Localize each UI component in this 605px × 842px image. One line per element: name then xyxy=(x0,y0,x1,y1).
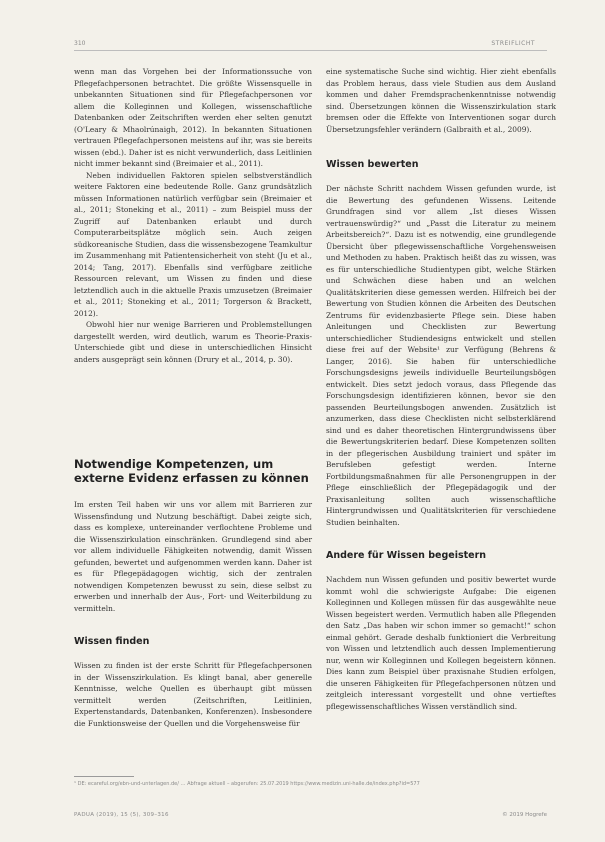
subsection-heading: Wissen bewerten xyxy=(326,159,419,170)
paragraph: Neben individuellen Faktoren spielen selbstverständlich weitere Faktoren eine bedeutende Rolle. Ganz grundsätzlich müssen Informationen natürlich verfügbar sein (Breimaier et al., 2011; Stoneking et al., 2011) – zum Beispiel muss der Zugriff auf Datenbanken erlaubt und durch Computerarbeitsplätze möglich sein. Auch zeigen südkoreanische Studien, dass die wissensbezogene Teamkultur im Zusammenhang mit Patientensicherheit von steht (Ju et al., 2014; Tang, 2017). Ebenfalls sind verfügbare zeitliche Ressourcen relevant, um Wissen zu finden und diese letztendlich auch in die aktuelle Praxis umzusetzen (Breimaier et al., 2011; Stoneking et al., 2011; Torgerson & Brackett, 2012). xyxy=(74,170,312,318)
paragraph: Wissen zu finden ist der erste Schritt für Pflegefachpersonen in der Wissenszirkulation. Es klingt banal, aber generelle Kenntnisse, welche Quellen es überhaupt gibt müssen vermittelt werden (Zeitschriften, Leitlinien, Expertenstandards, Datenbanken, Konferenzen). Insbesondere die Funktionsweise der Quellen und die Vorgehensweise für xyxy=(74,661,312,728)
paragraph: wenn man das Vorgehen bei der Informationssuche von Pflegefachpersonen betrachtet. Die größte Wissensquelle in unbekannten Situationen sind für Pflegefachpersonen vor allem die Kolleginnen und Kollegen, wissenschaftliche Datenbanken oder Zeitschriften werden eher selten genutzt (O'Leary & Mhaolrúnaigh, 2012). In bekannten Situationen vertrauen Pflegefachpersonen meistens auf ihr, was sie bereits wissen (ebd.). Daher ist es nicht verwunderlich, dass Leitlinien nicht immer bekannt sind (Breimaier et al., 2011). xyxy=(74,67,312,168)
page-number: 310 xyxy=(74,40,86,47)
publisher-copyright: © 2019 Hogrefe xyxy=(502,812,547,818)
journal-citation: PADUA (2019), 15 (5), 309–316 xyxy=(74,812,169,818)
footnote: ¹ DE: ecareful.org/ebn-und-unterlagen.de/ … Abfrage aktuell – abgerufen: 25.07.2019 https://www.medizin.uni-halle.de/index.php?id=577 xyxy=(74,781,420,787)
right-column xyxy=(326,66,556,712)
subsection-heading: Andere für Wissen begeistern xyxy=(326,550,487,561)
paragraph: Nachdem nun Wissen gefunden und positiv bewertet wurde kommt wohl die schwierigste Aufgabe: Die eigenen Kolleginnen und Kollegen müssen für das ausgewählte neue Wissen begeistert werden. Vermutlich haben alle Pflegenden den Satz „Das haben wir schon immer so gemacht!“ schon einmal gehört. Gerade deshalb funktioniert die Verbreitung von Wissen und letztendlich auch dessen Implementierung nur, wenn wir Kolleginnen und Kollegen begeistern können. Dies kann zum Beispiel über praxisnahe Studien erfolgen, die unseren Fähigkeiten für Pflegefachpersonen nützen und zeitgleich interessant vorgestellt und ohne vertieftes pflegewissenschaftliches Wissen verständlich sind. xyxy=(326,575,556,711)
section-heading: Notwendige Kompetenzen, um externe Evidenz erfassen zu können xyxy=(74,457,309,485)
subsection-heading: Wissen finden xyxy=(74,636,150,647)
paragraph: Im ersten Teil haben wir uns vor allem mit Barrieren zur Wissensfindung und Nutzung beschäftigt. Dabei zeigte sich, dass es komplexe, untereinander verflochtene Probleme und die Wissenszirkulation einschränken. Grundlegend sind aber vor allem individuelle Fähigkeiten notwendig, damit Wissen gefunden, bewertet und aufgenommen werden kann. Daher ist es für Pflegepädagogen wichtig, sich der zentralen notwendigen Kompetenzen bewusst zu sein, diese selbst zu erwerben und innerhalb der Aus-, Fort- und Weiterbildung zu vermitteln. xyxy=(74,500,312,613)
paragraph: eine systematische Suche sind wichtig. Hier zieht ebenfalls das Problem heraus, dass viele Studien aus dem Ausland kommen und daher Fremdsprachenkenntnisse notwendig sind. Übersetzungen können die Wissenszirkulation stark bremsen oder die Effekte von Interventionen sogar durch Übersetzungsfehler verändern (Galbraith et al., 2009). xyxy=(326,67,556,134)
header-divider xyxy=(74,50,547,51)
paragraph: Obwohl hier nur wenige Barrieren und Problemstellungen dargestellt werden, wird deutlich, warum es Theorie-Praxis-Unterschiede gibt und diese in unterschiedlichen Hinsicht anders ausgeprägt sein können (Drury et al., 2014, p. 30). xyxy=(74,320,312,364)
paragraph: Der nächste Schritt nachdem Wissen gefunden wurde, ist die Bewertung des gefundenen Wissens. Leitende Grundfragen sind vor allem „Ist dieses Wissen vertrauenswürdig?“ und „Passt die Literatur zu meinem Arbeitsbereich?“. Dazu ist es notwendig, eine grundlegende Übersicht über pflegewissenschaftliche Vorgehensweisen und Methoden zu haben. Praktisch heißt das zu wissen, was es für unterschiedliche Studientypen gibt, welche Stärken und Schwächen diese haben und an welchen Qualitätskriterien diese gemessen werden. Hilfreich bei der Bewertung von Studien können die Arbeiten des Deutschen Zentrums für evidenzbasierte Pflege sein. Diese haben Anleitungen und Checklisten zur Bewertung unterschiedlicher Studiendesigns entwickelt und stellen diese frei auf der Website¹ zur Verfügung (Behrens & Langer, 2016). Sie haben für unterschiedliche Forschungsdesigns jeweils individuelle Beurteilungsbögen entwickelt. Dies setzt jedoch voraus, dass Pflegende das Forschungsdesign identifizieren können, bevor sie den passenden Beurteilungsbogen anwenden. Zusätzlich ist anzumerken, dass diese Checklisten nicht selbsterklärend sind und es daher theoretischen Hintergrundwissens über die Bewertungskriterien bedarf. Diese Kompetenzen sollten in der pflegerischen Ausbildung trainiert und später im Berufsleben gefestigt werden. Interne Fortbildungsmaßnahmen für alle Personengruppen in der Pflege einschließlich der Pflegepädagogik und der Praxisanleitung sollten auch wissenschaftliche Hintergrundwissen und Qualitätskriterien für verschiedene Studien beinhalten. xyxy=(326,184,556,527)
left-column xyxy=(74,66,312,729)
footnote-divider xyxy=(74,776,134,777)
section-label: STREIFLICHT xyxy=(491,40,535,47)
